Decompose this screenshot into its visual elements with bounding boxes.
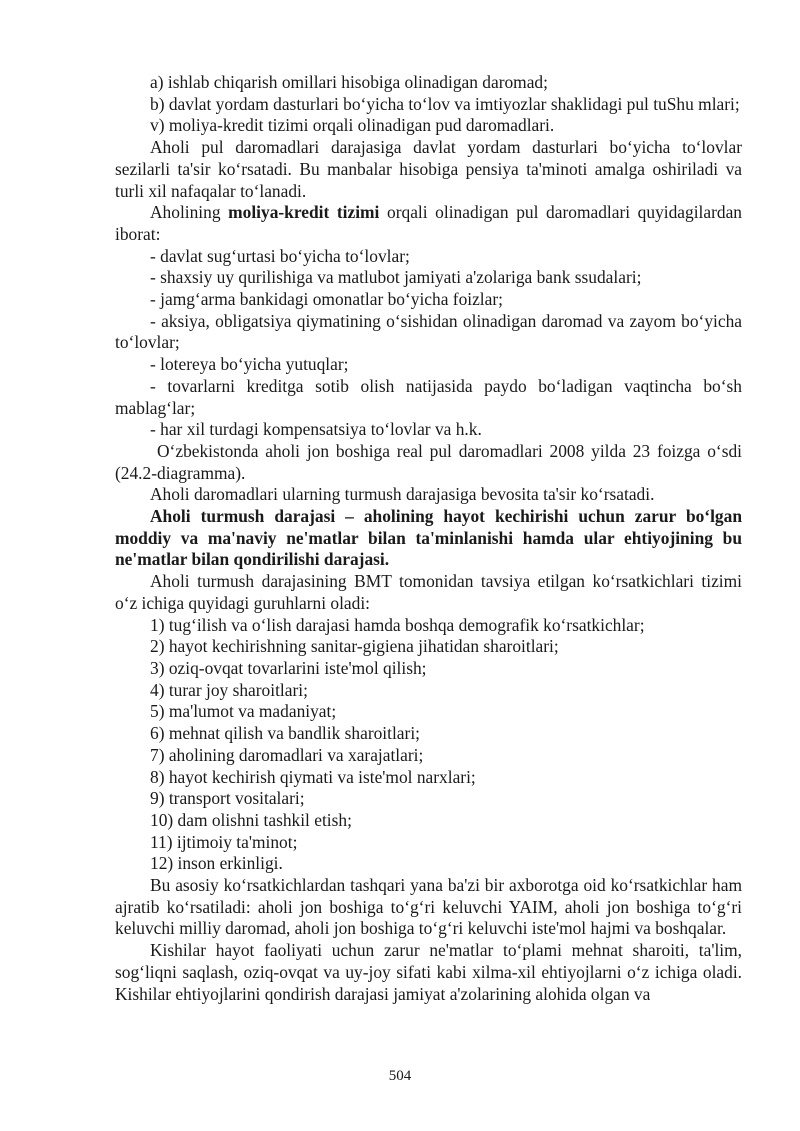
dash-item: - lotereya bo‘yicha yutuqlar;	[150, 354, 349, 375]
paragraph-needs: Kishilar hayot faoliyati uchun zarur ne'matlar to‘plami mehnat sharoiti, ta'lim, sog‘liqni saqlash, oziq-ovqat va uy-joy sifati kabi xilma-xil ehtiyojlarni o‘z ichiga oladi. Kishilar ehtiyojlarini qondirish darajasi jamiyat a'zolarining alohida olgan va	[115, 940, 742, 1004]
dash-item: - har xil turdagi kompensatsiya to‘lovlar va h.k.	[150, 419, 482, 440]
numbered-item: 7) aholining daromadlari va xarajatlari;	[150, 744, 424, 765]
bold-term: moliya-kredit tizimi	[228, 202, 380, 223]
numbered-item: 10) dam olishni tashkil etish;	[150, 809, 352, 830]
numbered-item: 4) turar joy sharoitlari;	[150, 679, 308, 700]
numbered-item: 12) inson erkinligi.	[150, 853, 283, 874]
numbered-item: 1) tug‘ilish va o‘lish darajasi hamda boshqa demografik ko‘rsatkichlar;	[150, 614, 645, 635]
dash-item: - tovarlarni kreditga sotib olish natijasida paydo bo‘ladigan vaqtincha bo‘sh mablag‘lar;	[115, 375, 742, 418]
document-page	[115, 72, 742, 1005]
paragraph-bmt: Aholi turmush darajasining BMT tomonidan tavsiya etilgan ko‘rsatkichlari tizimi o‘z ichiga quyidagi guruhlarni oladi:	[115, 571, 742, 613]
page-number: 504	[388, 1068, 412, 1084]
paragraph-payments: Aholi pul daromadlari darajasiga davlat yordam dasturlari bo‘yicha to‘lovlar sezilarli ta'sir ko‘rsatadi. Bu manbalar hisobiga pensiya ta'minoti amalga oshiriladi va turli xil nafaqalar to‘lanadi.	[115, 137, 742, 201]
text-run: Aholining	[150, 202, 229, 223]
numbered-item: 6) mehnat qilish va bandlik sharoitlari;	[150, 723, 420, 744]
paragraph-growth: O‘zbekistonda aholi jon boshiga real pul daromadlari 2008 yilda 23 foizga o‘sdi (24.2-diagramma).	[115, 440, 742, 483]
numbered-item: 11) ijtimoiy ta'minot;	[150, 831, 298, 852]
list-item-b: b) davlat yordam dasturlari bo‘yicha to‘lov va imtiyozlar shaklidagi pul tuShu mlari;	[150, 93, 740, 114]
numbered-item: 8) hayot kechirish qiymati va iste'mol narxlari;	[150, 766, 476, 787]
dash-item: - shaxsiy uy qurilishiga va matlubot jamiyati a'zolariga bank ssudalari;	[150, 267, 642, 288]
paragraph-effect: Aholi daromadlari ularning turmush darajasiga bevosita ta'sir ko‘rsatadi.	[150, 484, 655, 505]
dash-item: - aksiya, obligatsiya qiymatining o‘sishidan olinadigan daromad va zayom bo‘yicha to‘lovlar;	[115, 310, 742, 353]
dash-item: - davlat sug‘urtasi bo‘yicha to‘lovlar;	[150, 245, 410, 266]
list-item-a: a) ishlab chiqarish omillari hisobiga olinadigan daromad;	[150, 72, 548, 92]
numbered-item: 5) ma'lumot va madaniyat;	[150, 701, 337, 722]
numbered-item: 2) hayot kechirishning sanitar-gigiena jihatidan sharoitlari;	[150, 636, 559, 657]
numbered-item: 9) transport vositalari;	[150, 788, 305, 809]
dash-item: - jamg‘arma bankidagi omonatlar bo‘yicha foizlar;	[150, 289, 503, 310]
definition-paragraph: Aholi turmush darajasi – aholining hayot kechirishi uchun zarur bo‘lgan moddiy va ma'naviy ne'matlar bilan ta'minlanishi hamda ular ehtiyojining bu ne'matlar bilan qondirilishi darajasi.	[115, 506, 742, 570]
paragraph-credit-system	[115, 202, 742, 245]
paragraph-other-indicators: Bu asosiy ko‘rsatkichlardan tashqari yana ba'zi bir axborotga oid ko‘rsatkichlar ham ajratib ko‘rsatiladi: aholi jon boshiga to‘g‘ri keluvchi YAIM, aholi jon boshiga to‘g‘ri keluvchi milliy daromad, aholi jon boshiga to‘g‘ri keluvchi iste'mol hajmi va boshqalar.	[115, 875, 742, 939]
list-item-v: v) moliya-kredit tizimi orqali olinadigan pud daromadlari.	[150, 115, 555, 136]
numbered-item: 3) oziq-ovqat tovarlarini iste'mol qilish;	[150, 657, 427, 678]
text-run: orqali olinadigan pul daromadlari quyidagilardan iborat:	[115, 202, 742, 244]
